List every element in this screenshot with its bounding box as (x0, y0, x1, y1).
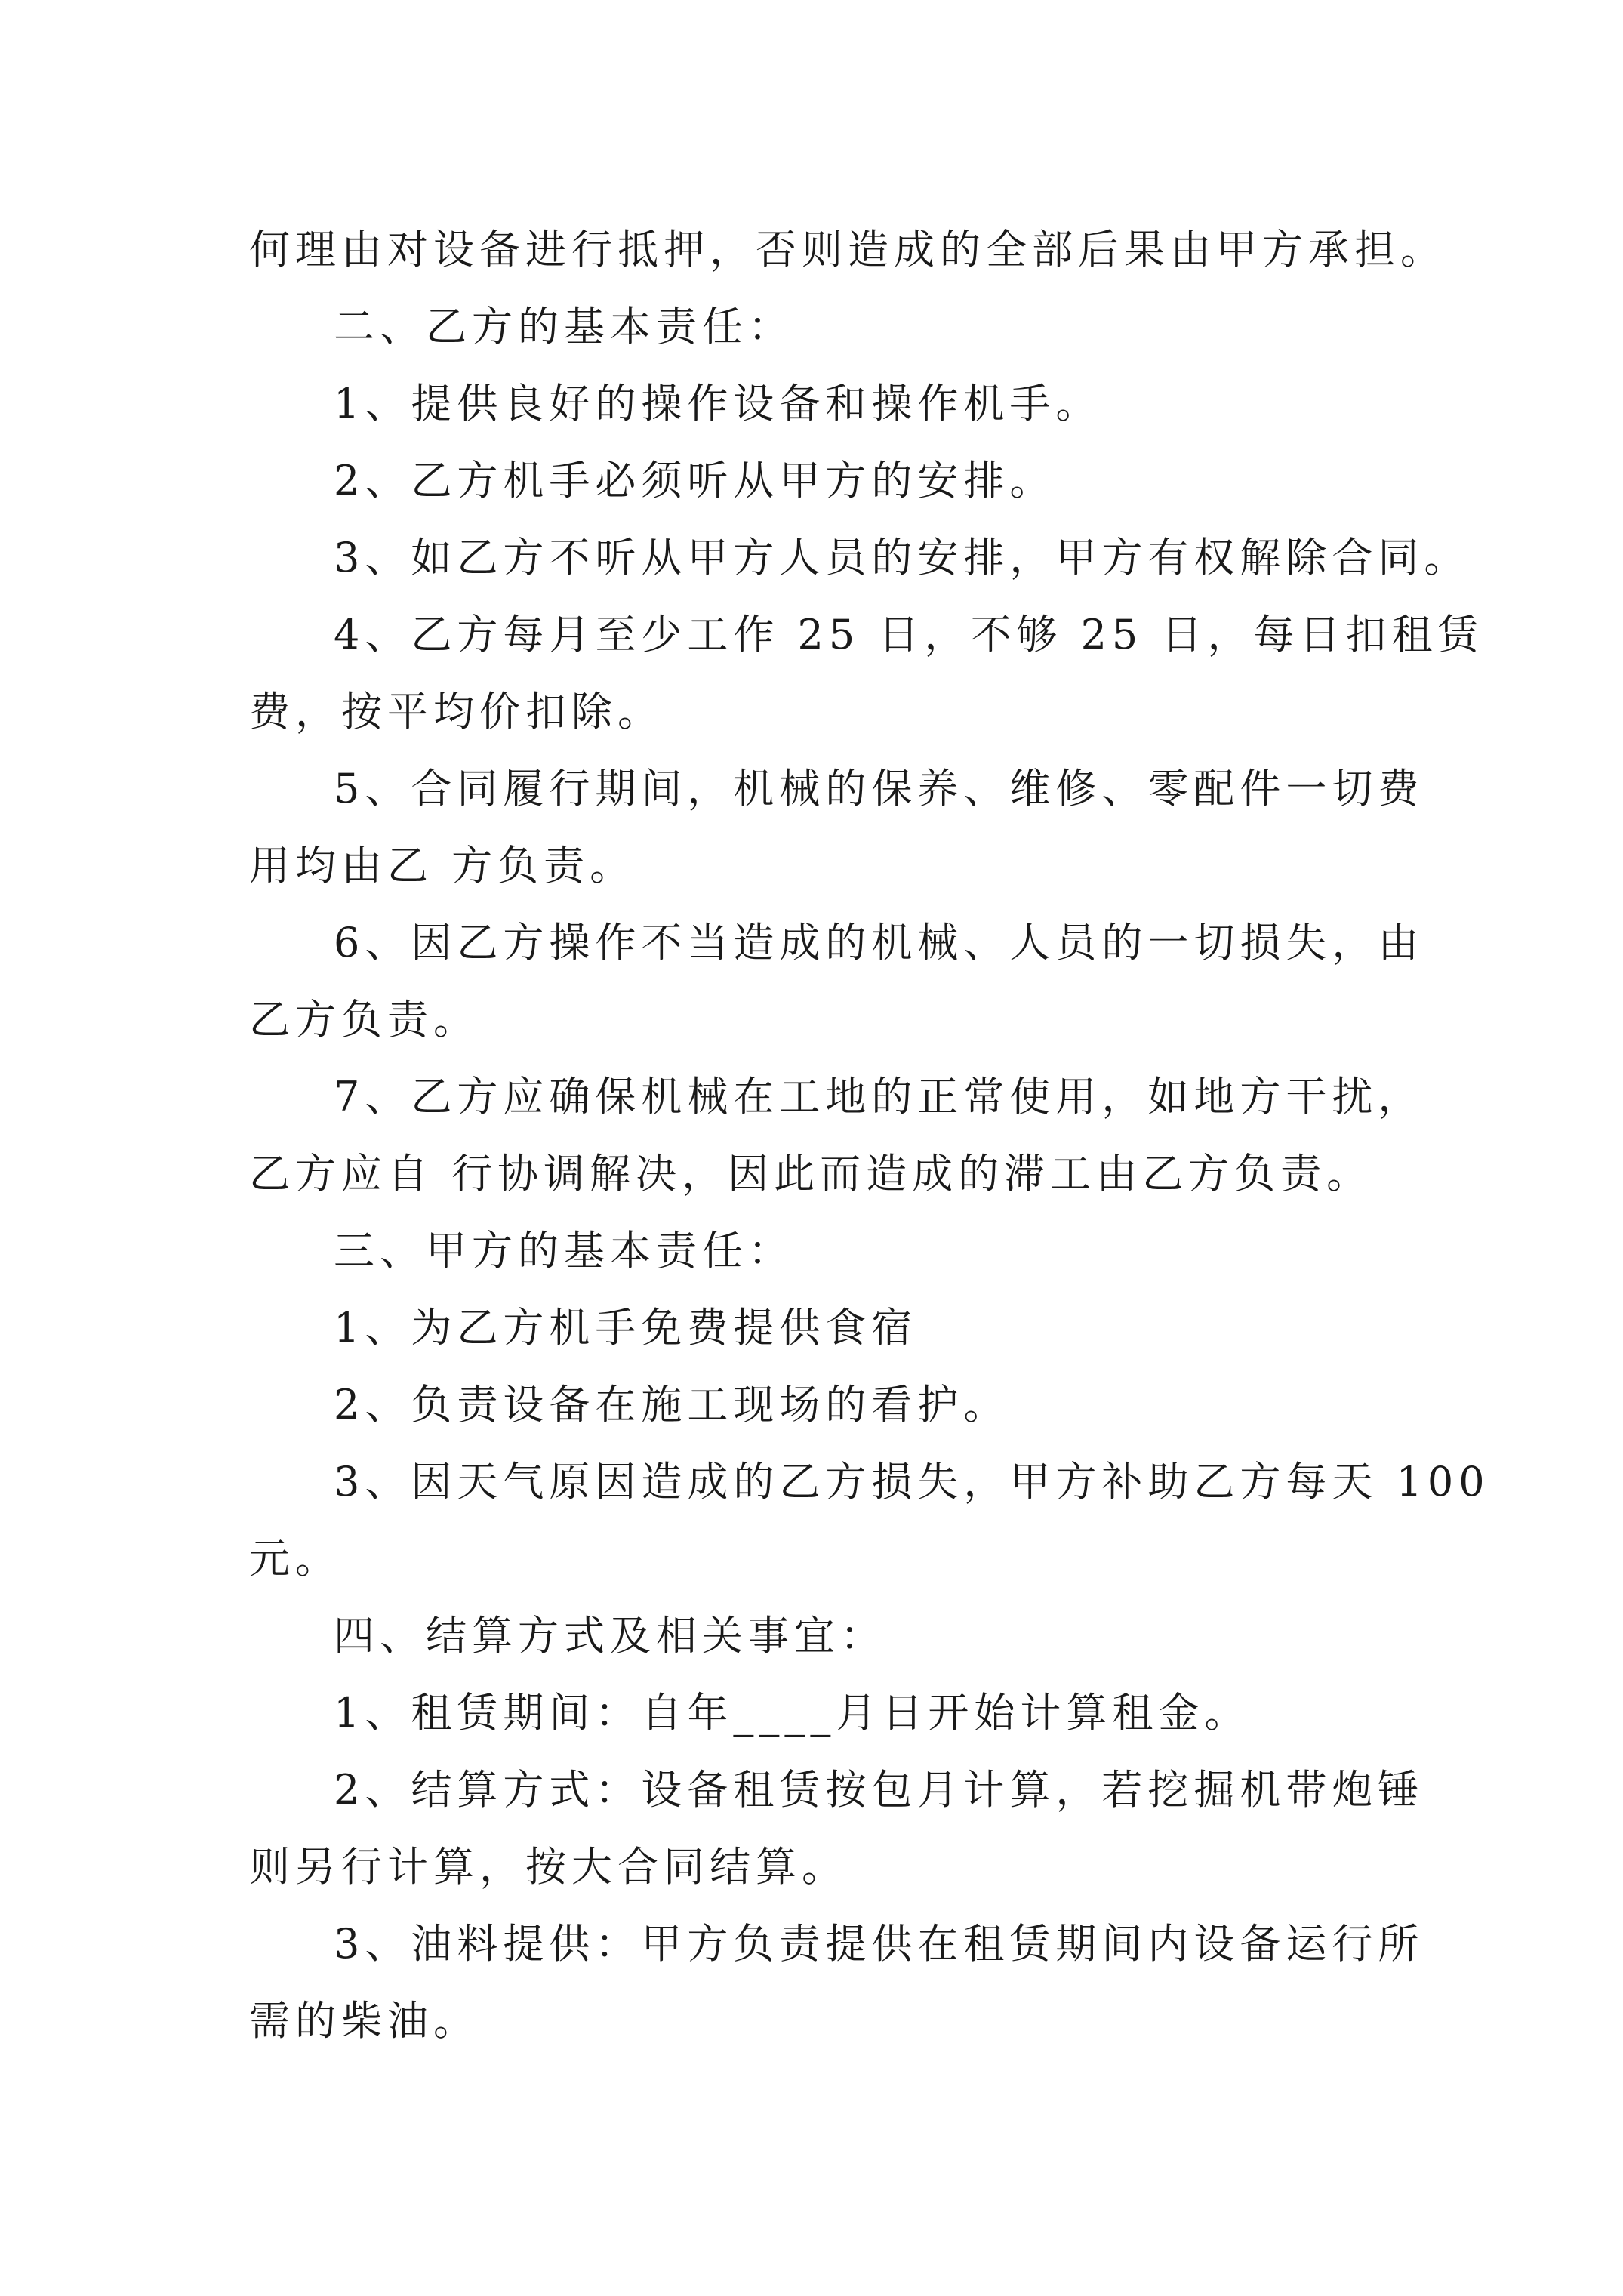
text-line: 用均由乙 方负责。 (249, 842, 636, 889)
text-line: 乙方负责。 (249, 996, 479, 1043)
clause-line: 4、乙方每月至少工作 25 日，不够 25 日，每日扣租赁 (334, 611, 1484, 658)
clause-line: 2、乙方机手必须听从甲方的安排。 (334, 457, 1056, 504)
text-line: 则另行计算，按大合同结算。 (249, 1843, 848, 1891)
clause-line: 1、租赁期间：自年____月日开始计算租金。 (334, 1689, 1251, 1737)
clause-line: 2、负责设备在施工现场的看护。 (334, 1381, 1010, 1428)
document-body (249, 211, 1490, 2060)
section-heading: 三、甲方的基本责任： (334, 1227, 794, 1274)
clause-line: 1、为乙方机手免费提供食宿 (334, 1304, 918, 1351)
clause-line: 5、合同履行期间，机械的保养、维修、零配件一切费 (334, 765, 1424, 812)
text-line: 元。 (249, 1535, 341, 1583)
clause-line: 6、因乙方操作不当造成的机械、人员的一切损失，由 (334, 919, 1424, 966)
clause-line: 2、结算方式：设备租赁按包月计算，若挖掘机带炮锤 (334, 1766, 1424, 1814)
clause-line: 3、因天气原因造成的乙方损失，甲方补助乙方每天 100 (334, 1458, 1490, 1505)
text-line: 何理由对设备进行抵押，否则造成的全部后果由甲方承担。 (249, 226, 1446, 273)
clause-line: 3、油料提供：甲方负责提供在租赁期间内设备运行所 (334, 1920, 1424, 1968)
section-heading: 二、乙方的基本责任： (334, 303, 794, 350)
clause-line: 3、如乙方不听从甲方人员的安排，甲方有权解除合同。 (334, 534, 1471, 581)
text-line: 费，按平均价扣除。 (249, 688, 664, 735)
clause-line: 1、提供良好的操作设备和操作机手。 (334, 380, 1102, 427)
text-line: 需的柴油。 (249, 1997, 479, 2045)
text-line: 乙方应自 行协调解决，因此而造成的滞工由乙方负责。 (249, 1150, 1373, 1197)
section-heading: 四、结算方式及相关事宜： (334, 1612, 886, 1660)
clause-line: 7、乙方应确保机械在工地的正常使用，如地方干扰， (334, 1073, 1424, 1120)
